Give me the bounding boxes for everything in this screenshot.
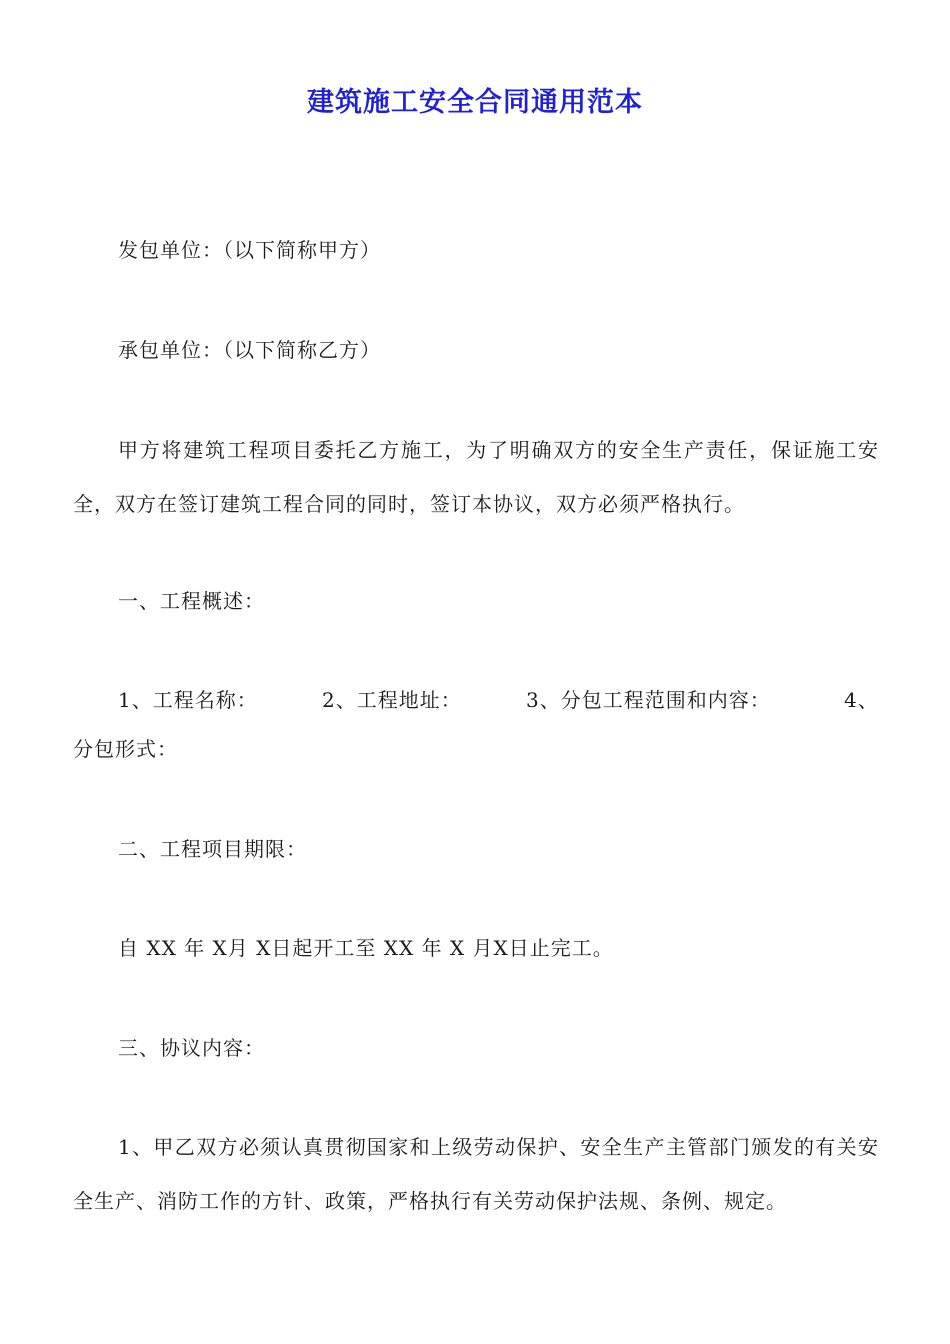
item-project-address: 2、工程地址： [322, 688, 462, 712]
item-subcontract-form-number: 4、 [844, 688, 879, 712]
item-project-name: 1、工程名称： [118, 688, 258, 712]
agreement-item-1: 1、甲乙双方必须认真贯彻国家和上级劳动保护、安全生产主管部门颁发的有关安全生产、消防工作的方针、政策，严格执行有关劳动保护法规、条例、规定。 [73, 1135, 879, 1213]
intro-paragraph: 甲方将建筑工程项目委托乙方施工，为了明确双方的安全生产责任，保证施工安全，双方在签订建筑工程合同的同时，签订本协议，双方必须严格执行。 [73, 438, 879, 516]
party-a-line: 发包单位：（以下简称甲方） [118, 238, 381, 262]
section-heading-agreement: 三、协议内容： [118, 1036, 265, 1060]
document-title: 建筑施工安全合同通用范本 [307, 87, 643, 118]
section-heading-overview: 一、工程概述： [118, 589, 265, 613]
section-heading-term: 二、工程项目期限： [118, 837, 307, 861]
item-subcontract-form-label: 分包形式： [73, 737, 178, 761]
party-b-line: 承包单位：（以下简称乙方） [118, 338, 381, 362]
term-text: 自 XX 年 X月 X日起开工至 XX 年 X 月X日止完工。 [118, 936, 614, 960]
item-subcontract-scope: 3、分包工程范围和内容： [526, 688, 771, 712]
overview-items-row [73, 673, 879, 727]
